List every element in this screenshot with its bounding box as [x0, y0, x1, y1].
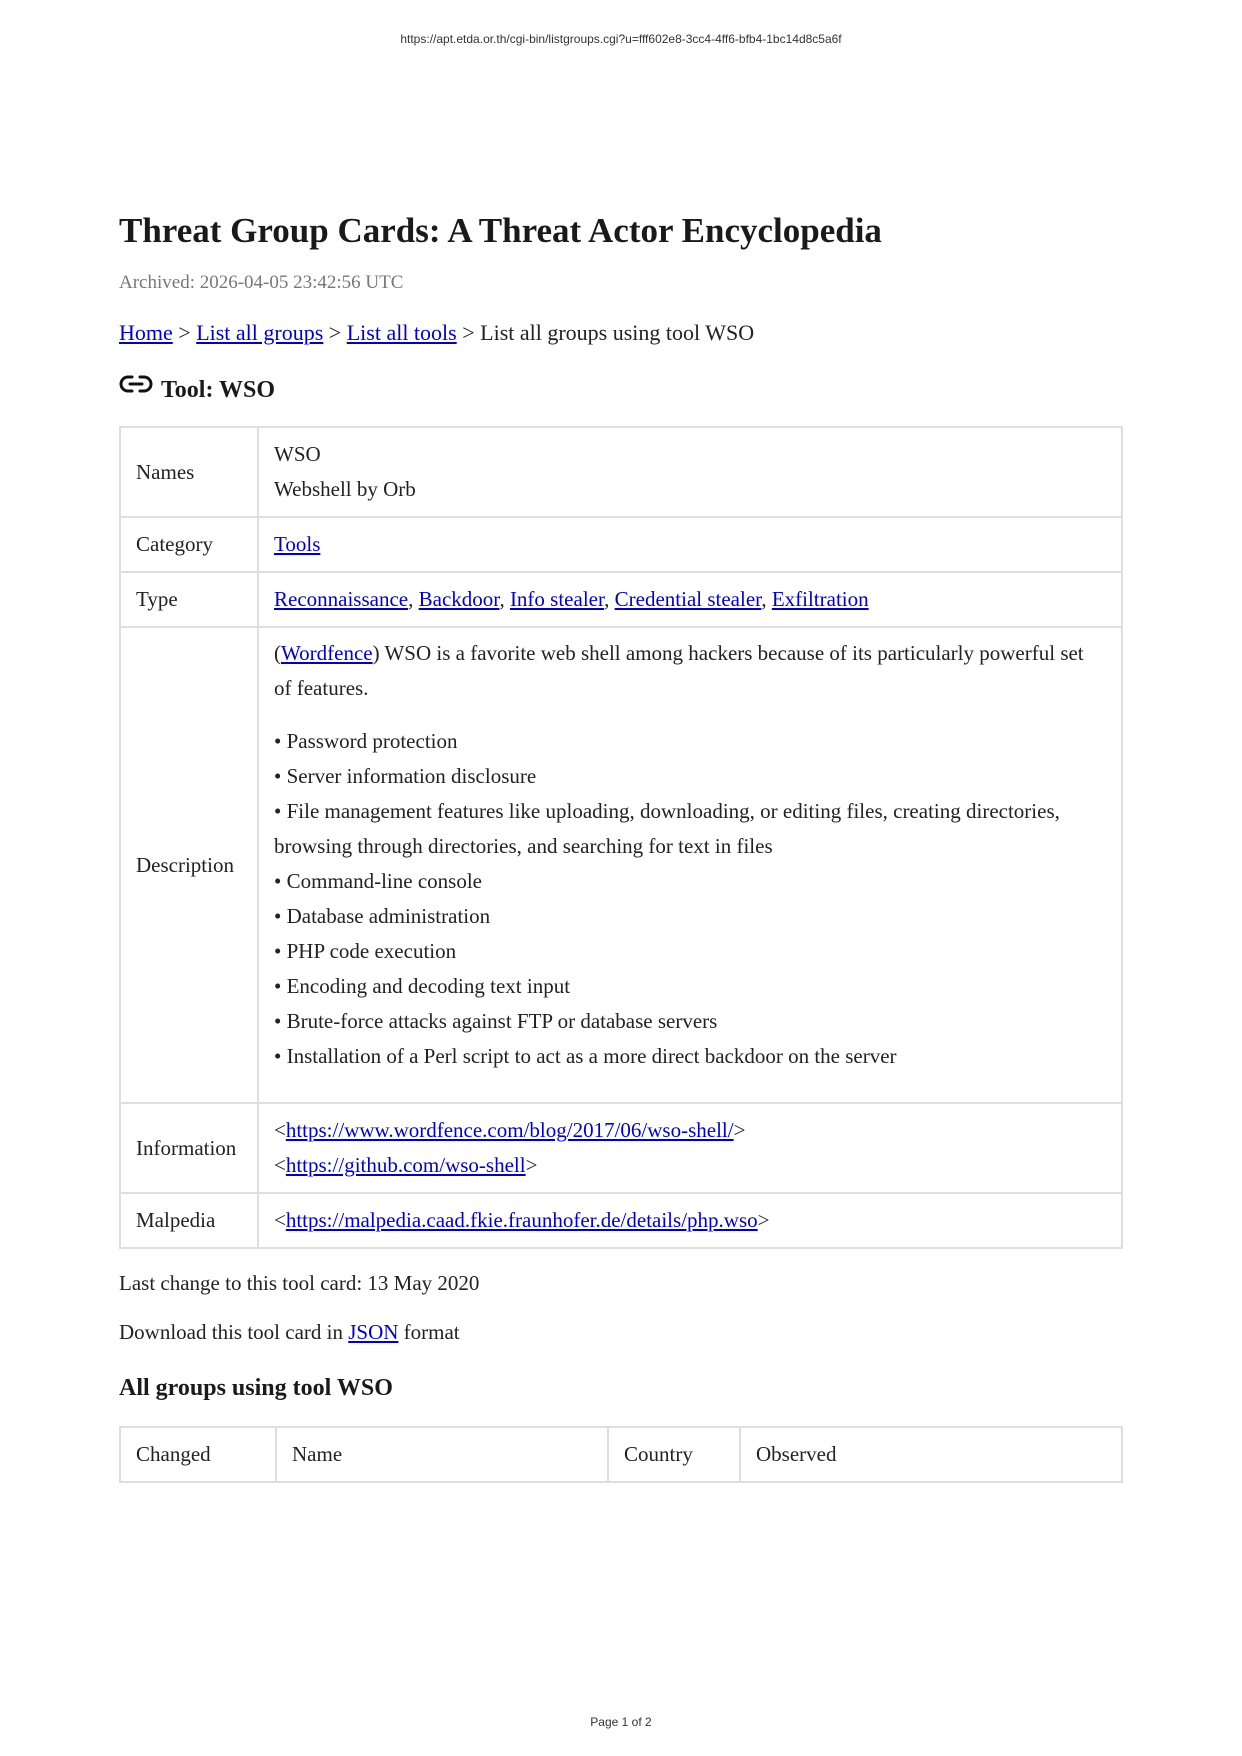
table-row-information [120, 1103, 1122, 1193]
download-text-after: format [398, 1320, 460, 1344]
groups-table [119, 1426, 1123, 1483]
description-label: Description [120, 627, 258, 1103]
category-label: Category [120, 517, 258, 572]
column-header-country: Country [608, 1427, 740, 1482]
table-row-names [120, 427, 1122, 517]
link-icon [119, 374, 153, 394]
download-note [119, 1320, 1123, 1345]
malpedia-value [258, 1193, 1122, 1248]
description-feature-list [274, 724, 1106, 1074]
page-title: Threat Group Cards: A Threat Actor Encyclopedia [119, 211, 882, 250]
breadcrumb [119, 320, 1123, 346]
archived-timestamp: Archived: 2026-04-05 23:42:56 UTC [119, 272, 404, 293]
type-separator: , [761, 587, 772, 611]
description-intro [274, 636, 1106, 706]
type-label: Type [120, 572, 258, 627]
groups-heading: All groups using tool WSO [119, 1375, 393, 1401]
angle-close: > [733, 1118, 746, 1142]
type-separator: , [499, 587, 510, 611]
page-content [119, 210, 1123, 1483]
angle-close: > [525, 1153, 538, 1177]
type-link-credential-stealer[interactable]: Credential stealer [614, 587, 762, 611]
last-change-note: Last change to this tool card: 13 May 2020 [119, 1271, 480, 1295]
list-item: • Command-line console [274, 869, 482, 893]
type-link-exfiltration[interactable]: Exfiltration [771, 587, 869, 611]
wordfence-source-link[interactable]: Wordfence [281, 641, 373, 665]
table-row-category [120, 517, 1122, 572]
angle-open: < [274, 1208, 286, 1232]
breadcrumb-list-groups-link[interactable]: List all groups [196, 320, 324, 345]
breadcrumb-separator: > [172, 320, 197, 345]
information-value [258, 1103, 1122, 1193]
information-link-line [274, 1148, 1106, 1183]
column-header-observed: Observed [740, 1427, 1122, 1482]
breadcrumb-current: List all groups using tool WSO [480, 320, 755, 345]
page-number: Page 1 of 2 [590, 1715, 652, 1729]
angle-open: < [274, 1118, 286, 1142]
type-separator: , [604, 587, 615, 611]
type-link-info-stealer[interactable]: Info stealer [509, 587, 605, 611]
wordfence-blog-link[interactable]: https://www.wordfence.com/blog/2017/06/wso-shell/ [285, 1118, 734, 1142]
tool-info-table [119, 426, 1123, 1249]
column-header-name: Name [276, 1427, 608, 1482]
category-tools-link[interactable]: Tools [274, 532, 321, 556]
name-entry: Webshell by Orb [274, 477, 416, 501]
table-row-malpedia [120, 1193, 1122, 1248]
angle-close: > [757, 1208, 770, 1232]
breadcrumb-separator: > [456, 320, 481, 345]
description-text: ) WSO is a favorite web shell among hackers because of its particularly powerful set of features. [274, 641, 1084, 700]
table-row-description [120, 627, 1122, 1103]
json-download-link[interactable]: JSON [348, 1320, 399, 1344]
names-value [258, 427, 1122, 517]
list-item: • Brute-force attacks against FTP or database servers [274, 1009, 718, 1033]
malpedia-link[interactable]: https://malpedia.caad.fkie.fraunhofer.de/details/php.wso [285, 1208, 758, 1232]
type-link-backdoor[interactable]: Backdoor [418, 587, 500, 611]
angle-open: < [274, 1153, 286, 1177]
information-link-line [274, 1113, 1106, 1148]
github-link[interactable]: https://github.com/wso-shell [285, 1153, 526, 1177]
name-entry: WSO [274, 442, 321, 466]
malpedia-label: Malpedia [120, 1193, 258, 1248]
tool-heading [119, 374, 1123, 404]
list-item: • Encoding and decoding text input [274, 974, 571, 998]
category-value [258, 517, 1122, 572]
download-text-before: Download this tool card in [119, 1320, 349, 1344]
list-item: • Database administration [274, 904, 491, 928]
breadcrumb-separator: > [323, 320, 347, 345]
tool-heading-text: Tool: WSO [161, 377, 276, 403]
list-item: • PHP code execution [274, 939, 457, 963]
list-item: • Server information disclosure [274, 764, 537, 788]
type-separator: , [408, 587, 419, 611]
list-item: • Installation of a Perl script to act as a more direct backdoor on the server [274, 1044, 897, 1068]
list-item: • Password protection [274, 729, 458, 753]
type-link-reconnaissance[interactable]: Reconnaissance [274, 587, 409, 611]
type-value [258, 572, 1122, 627]
description-value [258, 627, 1122, 1103]
table-row-type [120, 572, 1122, 627]
table-header-row [120, 1427, 1122, 1482]
breadcrumb-home-link[interactable]: Home [119, 320, 173, 345]
print-header-url: https://apt.etda.or.th/cgi-bin/listgroups.cgi?u=fff602e8-3cc4-4ff6-bfb4-1bc14d8c5a6f [400, 32, 842, 46]
column-header-changed: Changed [120, 1427, 276, 1482]
breadcrumb-list-tools-link[interactable]: List all tools [346, 320, 457, 345]
paren-open: ( [274, 641, 281, 665]
information-label: Information [120, 1103, 258, 1193]
list-item: • File management features like uploading, downloading, or editing files, creating directories, browsing through directories, and searching for text in files [274, 799, 1060, 858]
names-label: Names [120, 427, 258, 517]
